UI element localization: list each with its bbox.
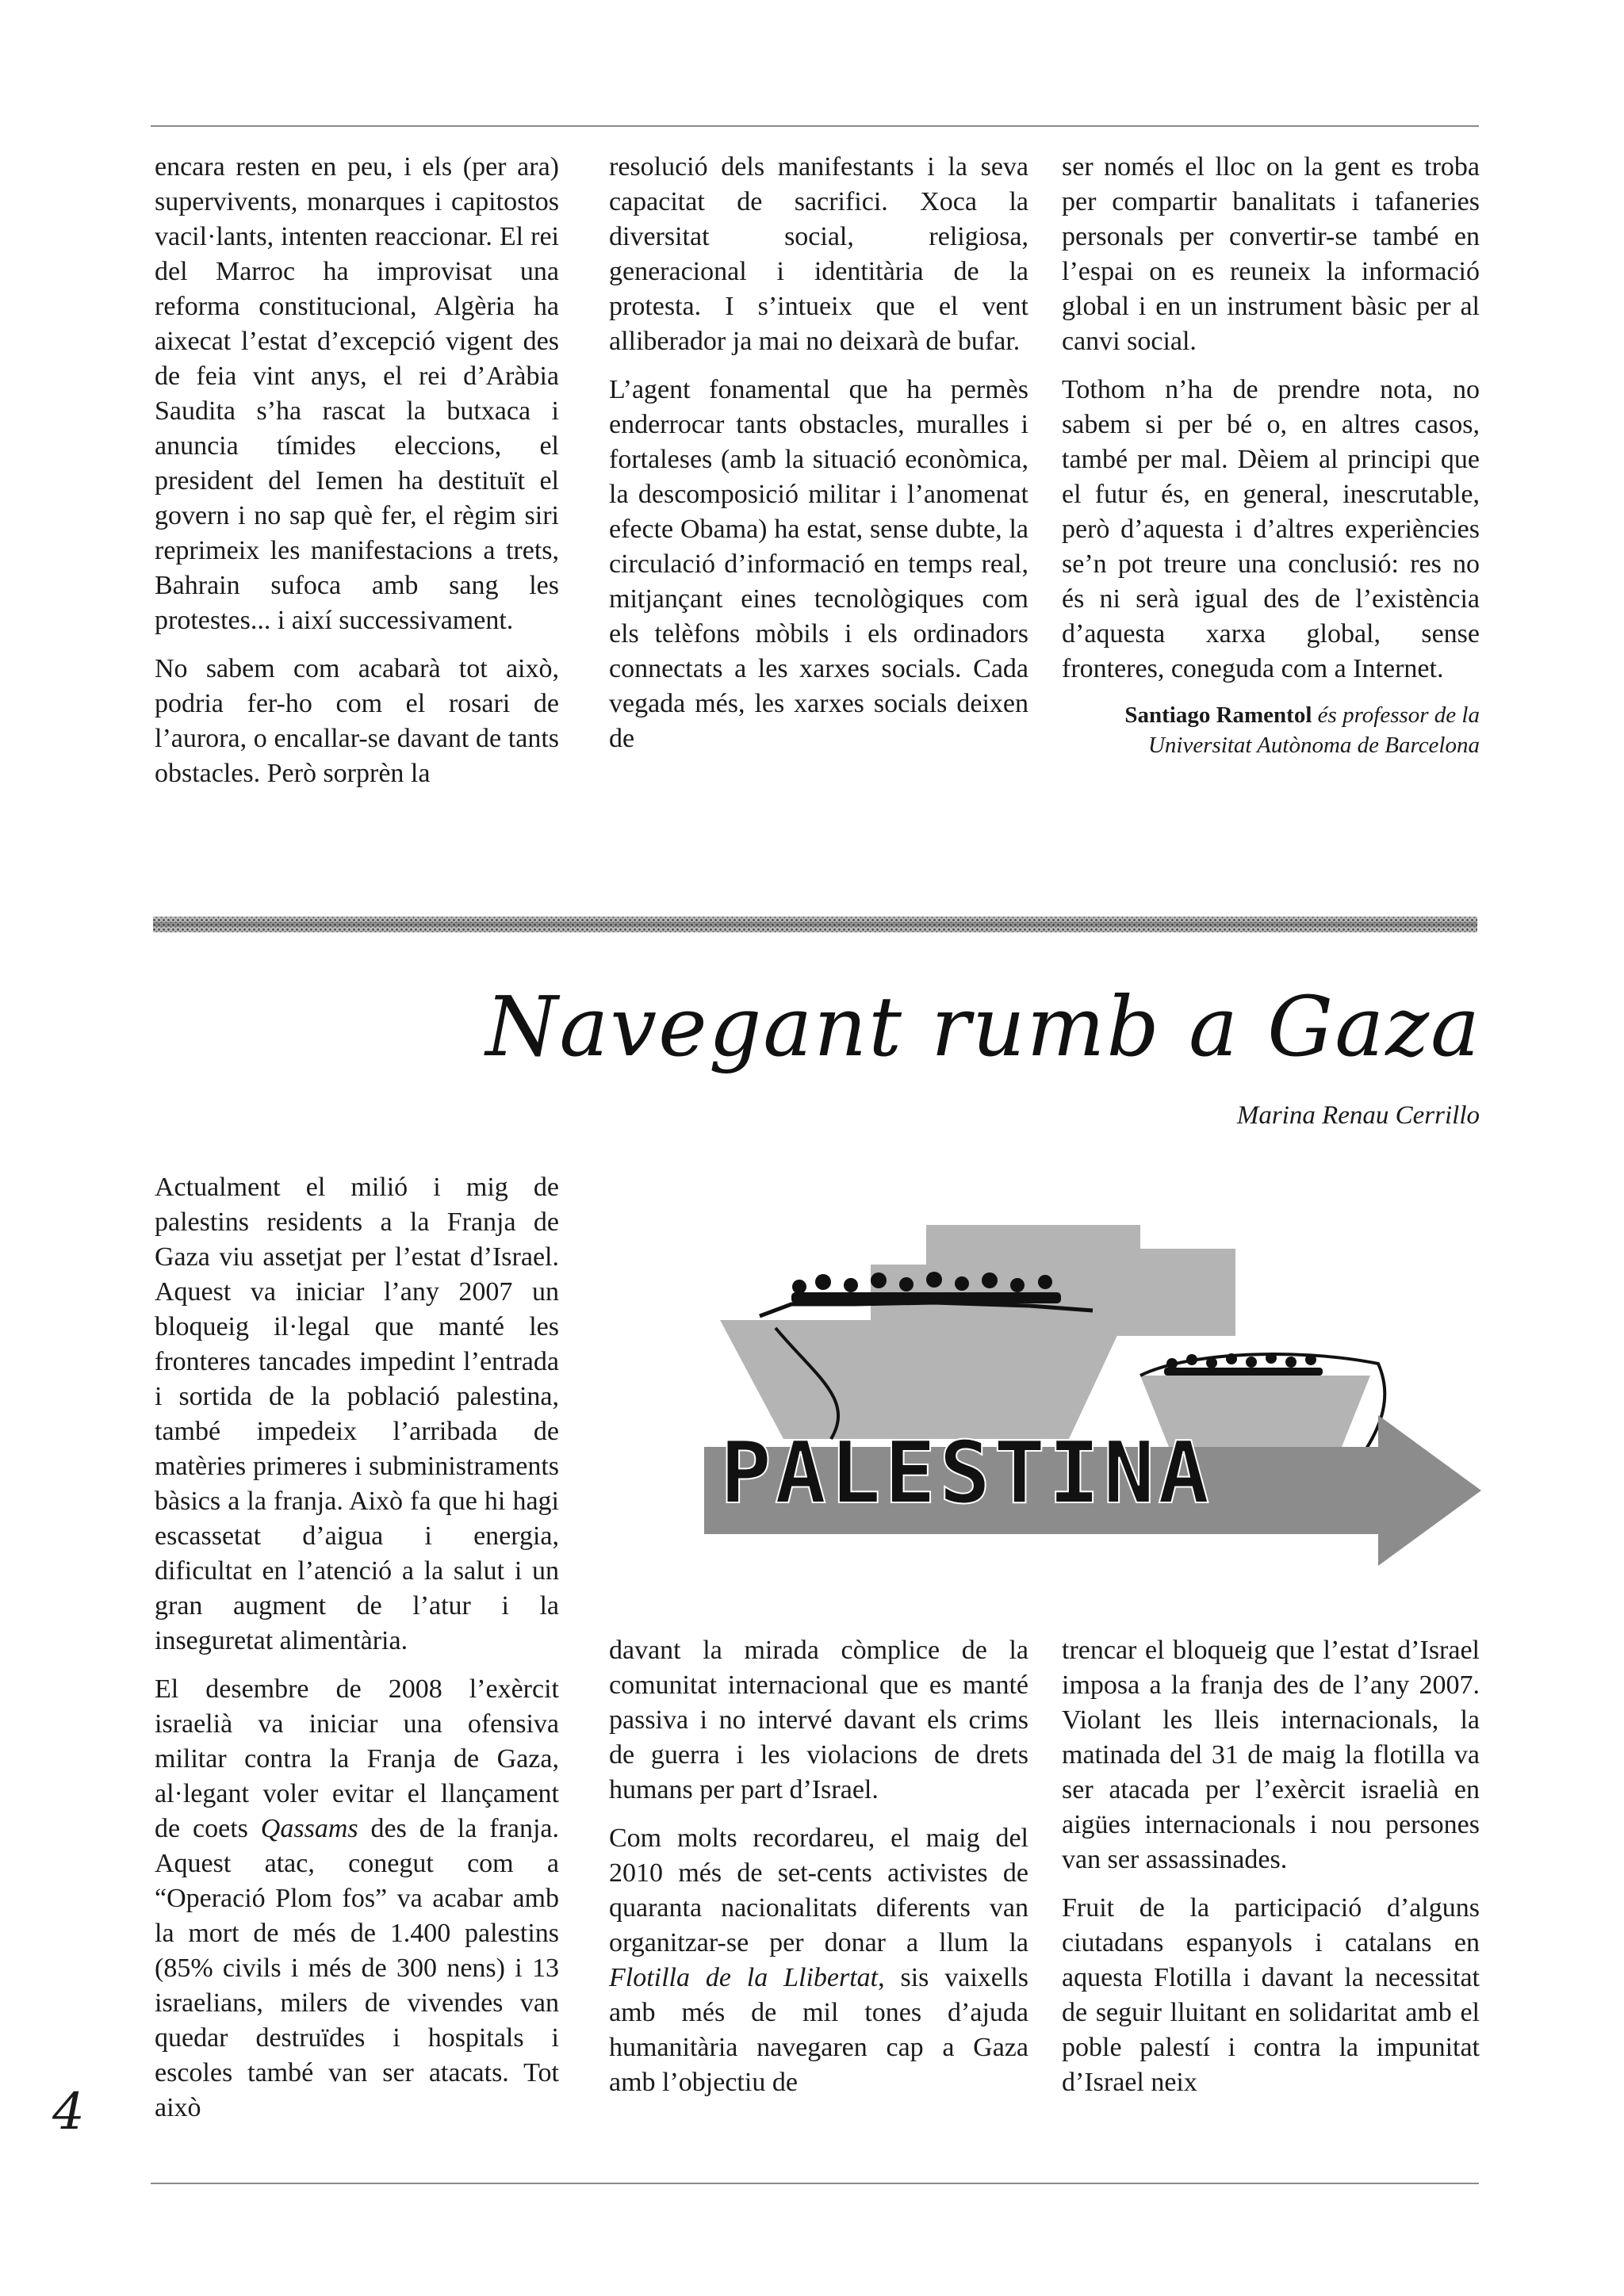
top-col2-para-1: resolució dels manifestants i la seva capacitat de sacrifici. Xoca la diversitat social, religiosa, generacional i identitària de la protesta. I s’intueix que el vent alliberador ja mai no deixarà de bufar. [609, 152, 1028, 356]
top-col1-para-1: encara resten en peu, i els (per ara) supervivents, monarques i capitostos vacil·lants, intenten reaccionar. El rei del Marroc ha improvisat una reforma constitucional, Algèria ha aixecat l’estat d’excepció vigent des de feia vint anys, el rei d’Aràbia Saudita s’ha rascat la butxaca i anuncia tímides eleccions, el president del Iemen ha destituït el govern i no sap què fer, el règim siri reprimeix les manifestacions a trets, Bahrain sufoca amb sang les protestes... i així successivament. [155, 152, 559, 635]
article-title: Navegant rumb a Gaza [485, 978, 1481, 1075]
palestina-illustration [696, 1217, 1489, 1590]
top-column-3 [1062, 150, 1480, 760]
signature-name: Santiago Ramentol [1124, 702, 1312, 728]
article-col2-para-2: Com molts recordareu, el maig del 2010 més de set-cents activistes de quaranta nacionalitats diferents van organitzar-se per donar a llum la Flotilla de la Llibertat, sis vaixells amb més de mil tones d’ajuda humanitària navegaren cap a Gaza amb l’objectiu de [609, 1823, 1028, 2097]
top-col2-para-2: L’agent fonamental que ha permès enderrocar tants obstacles, muralles i fortaleses (amb la situació econòmica, la descomposició militar i l’anomenat efecte Obama) ha estat, sense dubte, la circulació d’informació en temps real, mitjançant eines tecnològiques com els telèfons mòbils i els ordinadors connectats a les xarxes socials. Cada vegada més, les xarxes socials deixen de [609, 375, 1028, 753]
top-col3-para-2: Tothom n’ha de prendre nota, no sabem si per bé o, en altres casos, també per mal. Dèiem al principi que el futur és, en general, inescrutable, però d’aquesta i d’altres experiències se’n pot treure una conclusió: res no és ni serà igual des de l’existència d’aquesta xarxa global, sense fronteres, coneguda com a Internet. [1062, 375, 1480, 683]
article-col1-para-1: Actualment el milió i mig de palestins residents a la Franja de Gaza viu assetjat per l’estat d’Israel. Aquest va iniciar l’any 2007 un bloqueig il·legal que manté les fronteres tancades impedint l’entrada i sortida de la població palestina, també impedeix l’arribada de matèries primeres i subministraments bàsics a la franja. Això fa que hi hagi escassetat d’aigua i energia, dificultat en l’atenció a la salut i un gran augment de l’atur i la inseguretat alimentària. [155, 1173, 559, 1655]
article-column-2 [609, 1633, 1028, 2114]
illus-block-3 [1124, 1249, 1235, 1336]
article-col3-para-1: trencar el bloqueig que l’estat d’Israel imposa a la franja des de l’any 2007. Violant les lleis internacionals, la matinada del 31 de maig la flotilla va ser atacada per l’exèrcit israelià en aigües internacionals i nou persones van ser assassinades. [1062, 1636, 1480, 1874]
top-col3-para-1: ser només el lloc on la gent es troba per compartir banalitats i tafaneries personals per convertir-se també en l’espai on es reuneix la informació global i en un instrument bàsic per al canvi social. [1062, 152, 1480, 356]
top-rule [151, 125, 1479, 127]
bottom-rule [151, 2183, 1479, 2184]
article-column-3 [1062, 1633, 1480, 2114]
article-author: Marina Renau Cerrillo [1236, 1101, 1480, 1130]
article-col3-para-2: Fruit de la participació d’alguns ciutadans espanyols i catalans en aquesta Flotilla i davant la necessitat de seguir lluitant en solidaritat amb el poble palestí i contra la impunitat d’Israel neix [1062, 1893, 1480, 2097]
top-column-1 [155, 150, 559, 805]
section-divider [153, 914, 1477, 935]
article-col2-para-1: davant la mirada còmplice de la comunitat internacional que es manté passiva i no intervé davant els crims de guerra i les violacions de drets humans per part d’Israel. [609, 1636, 1028, 1804]
top-column-2 [609, 150, 1028, 770]
signature-role-1: és professor de la [1317, 702, 1480, 728]
signature-role-2: Universitat Autònoma de Barcelona [1147, 733, 1480, 758]
top-col1-para-2: No sabem com acabarà tot això, podria fer-ho com el rosari de l’aurora, o encallar-se davant de tants obstacles. Però sorprèn la [155, 654, 559, 788]
page-number: 4 [52, 2083, 85, 2141]
article-col1-para-2: El desembre de 2008 l’exèrcit israelià va iniciar una ofensiva militar contra la Franja de Gaza, al·legant voler evitar el llançament de coets Qassams des de la franja. Aquest atac, conegut com a “Operació Plom fos” va acabar amb la mort de més de 1.400 palestins (85% civils i més de 300 nens) i 13 israelians, milers de vivendes van quedar destruïdes i hospitals i escoles també van ser atacats. Tot això [155, 1674, 559, 2122]
author-signature [1062, 700, 1480, 760]
article-column-1 [155, 1170, 559, 2139]
big-boat-hull [720, 1320, 1124, 1439]
illustration-palestina-text: PALESTINA [720, 1424, 1213, 1523]
